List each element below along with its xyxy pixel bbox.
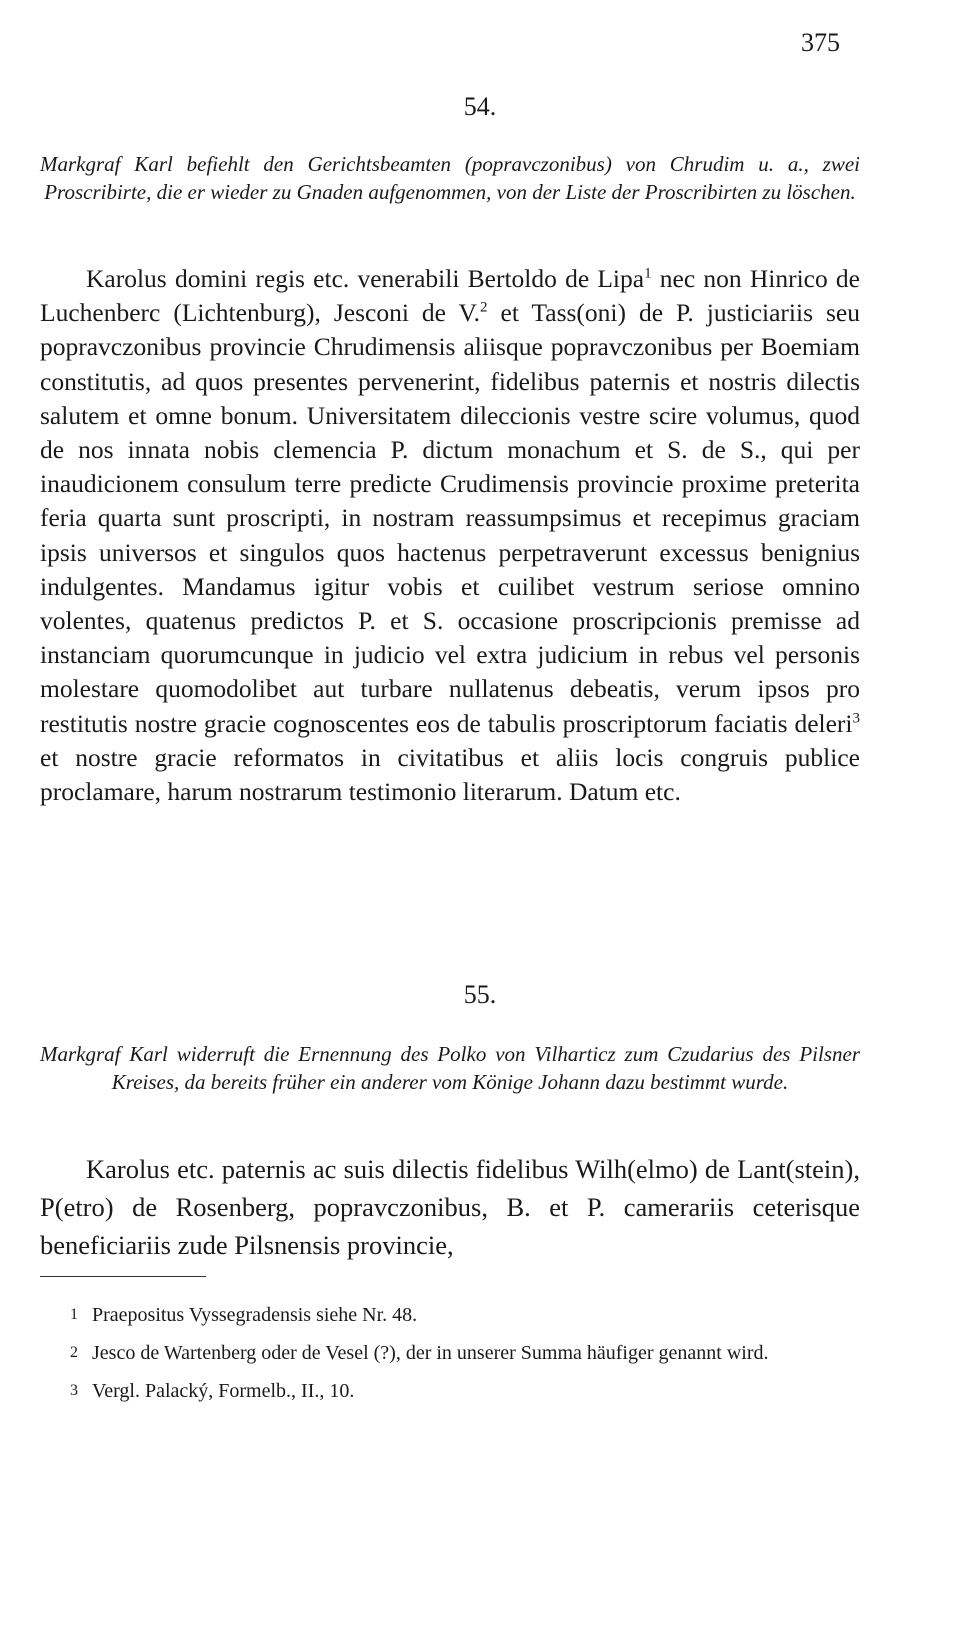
footnote-2 — [70, 1338, 860, 1368]
footnotes — [70, 1300, 860, 1414]
document-54-summary: Markgraf Karl befiehlt den Gerichtsbeamten (popravczonibus) von Chrudim u. a., zwei Proscribirte, die er wieder zu Gnaden aufgenommen, von der Liste der Proscribirten zu löschen. — [40, 152, 860, 204]
footnote-mark: 1 — [70, 1306, 78, 1323]
document-55-summary: Markgraf Karl widerruft die Ernennung des Polko von Vilharticz zum Czudarius des Pilsner Kreises, da bereits früher ein anderer vom Könige Johann dazu bestimmt wurde. — [40, 1042, 860, 1094]
document-54-body — [40, 262, 860, 809]
document-54-body-part-1: Karolus domini regis etc. venerabili Bertoldo de Lipa — [86, 264, 645, 293]
footnote-text: Jesco de Wartenberg oder de Vesel (?), der in unserer Summa häufiger genannt wird. — [92, 1342, 769, 1364]
footnote-text: Praepositus Vyssegradensis siehe Nr. 48. — [92, 1304, 418, 1326]
footnote-1 — [70, 1300, 860, 1330]
footnote-ref-3: 3 — [852, 710, 860, 727]
footnote-text: Vergl. Palacký, Formelb., II., 10. — [92, 1380, 355, 1402]
document-54-body-part-4: et nostre gracie reformatos in civitatibus et aliis locis congruis publice proclamare, harum nostrarum testimonio literarum. Datum etc. — [40, 742, 860, 807]
document-54-body-part-3: et Tass(oni) de P. justiciariis seu popravczonibus provincie Chrudimensis aliisque popravczonibus per Boemiam constitutis, ad quos presentes pervenerint, fidelibus paternis et nostris dilectis salutem et omne bonum. Universitatem dileccionis vestre scire volumus, quod de nos innata nobis clemencia P. dictum monachum et S. de S., qui per inaudicionem consulum terre predicte Crudimensis provincie proxime preterita feria quarta sunt proscripti, in nostram reassumpsimus et recepimus graciam ipsis universos et singulos quos hactenus perpetraverunt excessus benignius indulgentes. Mandamus igitur vobis et cuilibet vestrum seriose omnino volentes, quatenus predictos P. et S. occasione proscripcionis premisse ad instanciam quorumcunque in judicio vel extra judicium in rebus vel personis molestare quomodolibet aut turbare nullatenus debeatis, verum ipsos pro restitutis nostre gracie cognoscentes eos de tabulis proscriptorum faciatis deleri — [40, 298, 860, 738]
footnote-mark: 2 — [70, 1344, 78, 1361]
document-55-body: Karolus etc. paternis ac suis dilectis fidelibus Wilh(elmo) de Lant(stein), P(etro) de Rosenberg, popravczonibus, B. et P. camerariis ceterisque beneficiariis zude Pilsnensis provincie, — [40, 1154, 860, 1260]
document-54-number: 54. — [463, 92, 497, 121]
footnote-mark: 3 — [70, 1382, 78, 1399]
footnote-ref-1: 1 — [644, 265, 652, 282]
footnote-separator — [40, 1276, 206, 1277]
footnote-3 — [70, 1376, 860, 1406]
document-54-body-part-2: nec non Hinrico de Luchenberc (Lichtenburg), Jesconi de V. — [40, 264, 860, 328]
footnote-ref-2: 2 — [480, 299, 488, 316]
document-55-number: 55. — [463, 980, 497, 1009]
page-number: 375 — [801, 28, 840, 57]
